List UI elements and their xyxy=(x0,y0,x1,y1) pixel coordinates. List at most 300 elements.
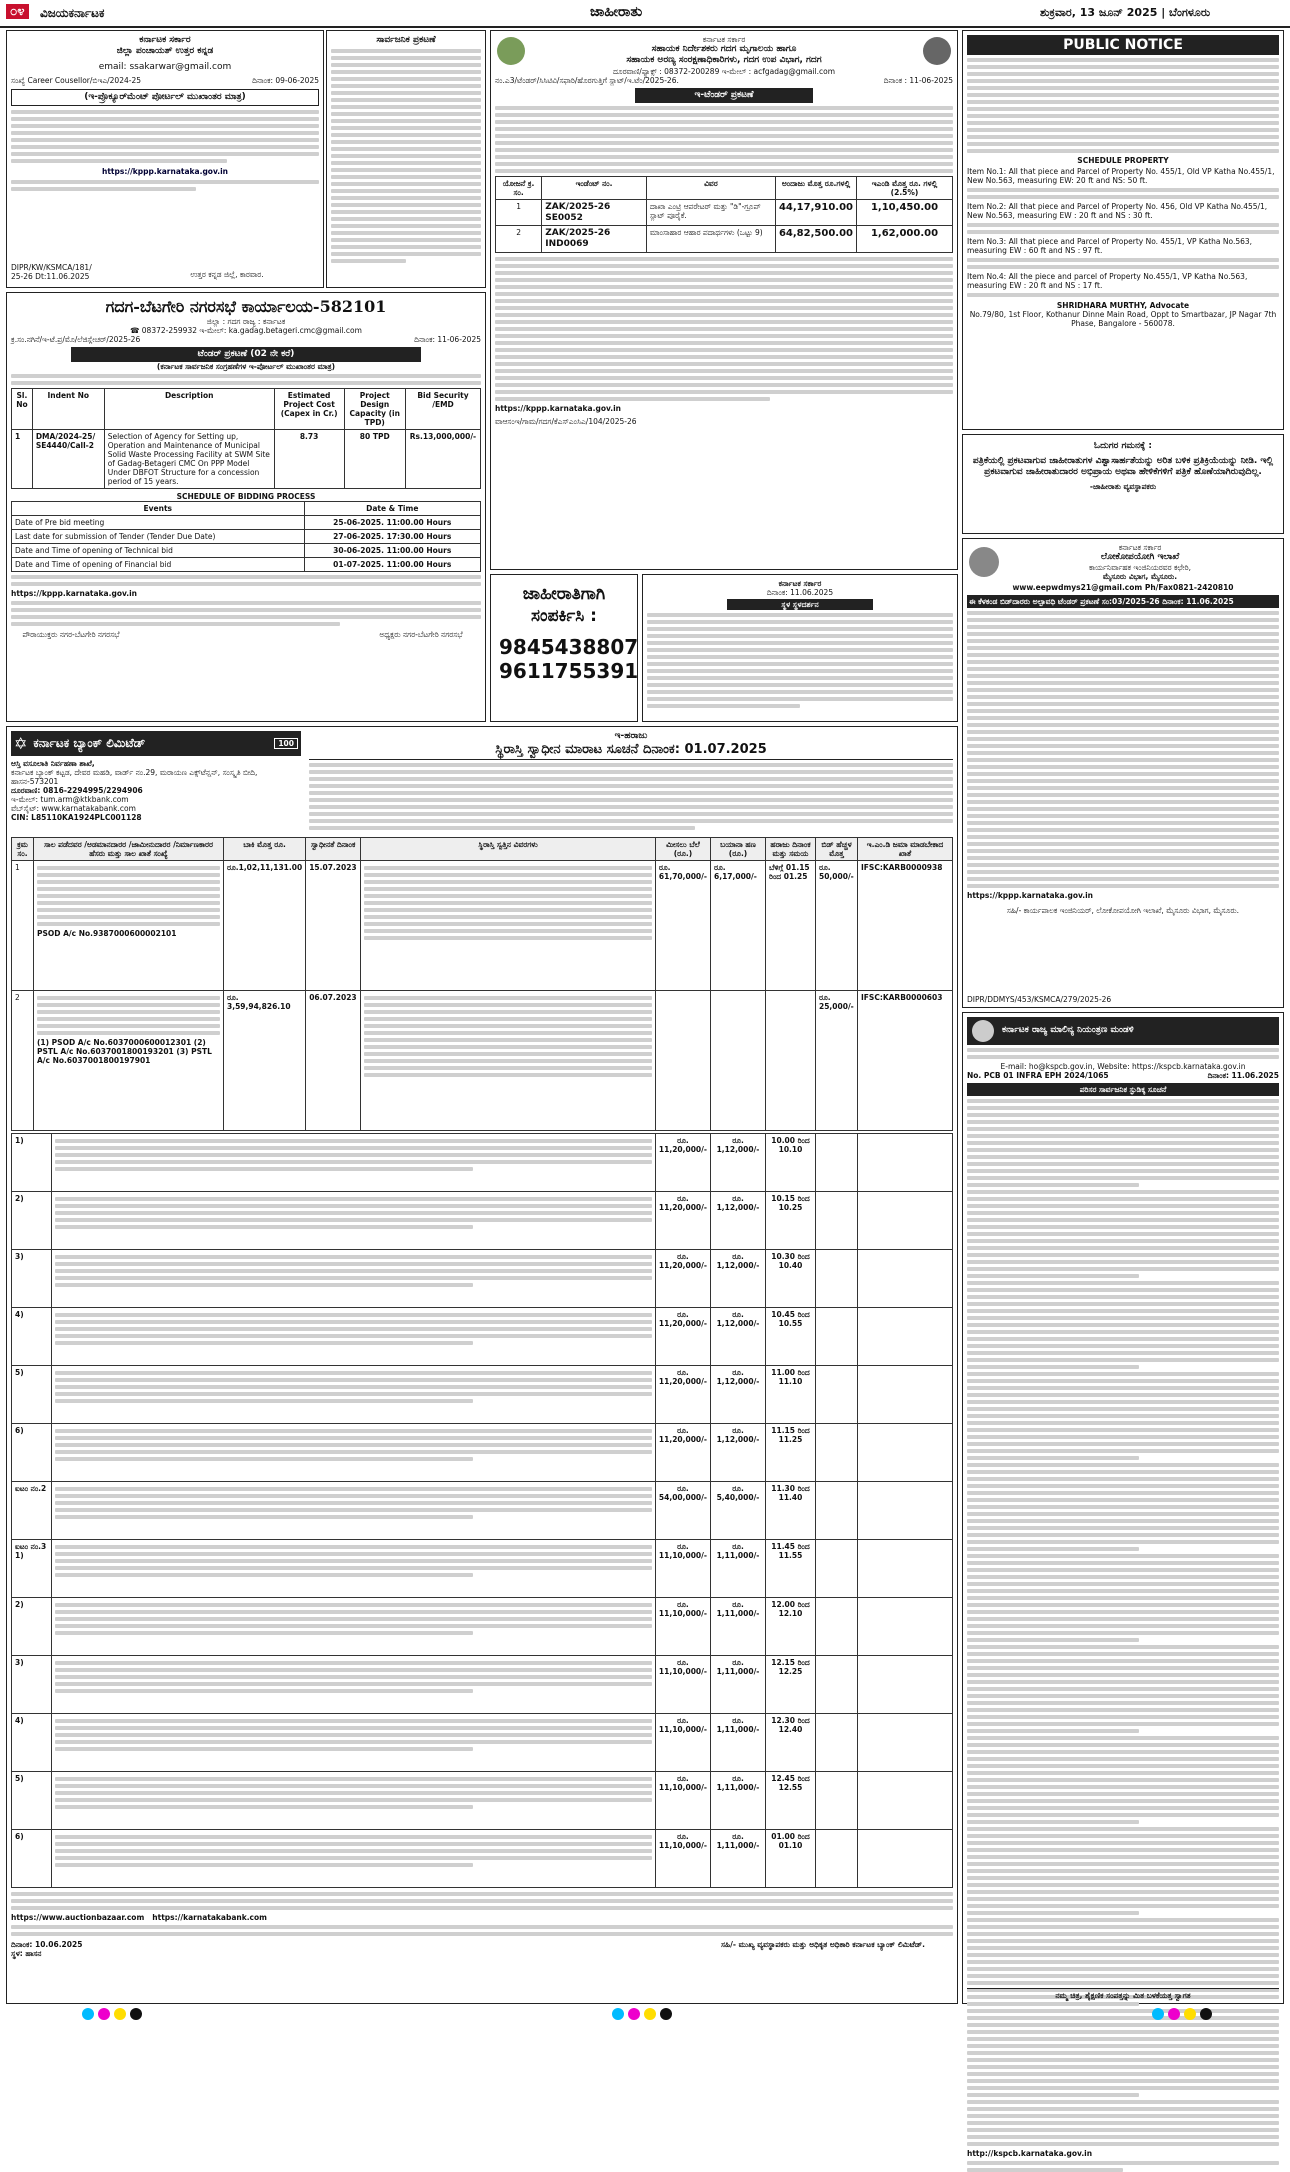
ad-org: ಕರ್ನಾಟಕ ರಾಜ್ಯ ಮಾಲಿನ್ಯ ನಿಯಂತ್ರಣ ಮಂಡಳಿ xyxy=(1002,1025,1134,1036)
ad-title: ಸಾರ್ವಜನಿಕ ಪ್ರಕಟಣೆ xyxy=(376,35,436,45)
ad-url[interactable]: https://kppp.karnataka.gov.in xyxy=(967,891,1094,901)
public-notice-english xyxy=(962,30,1284,430)
cell: 27-06-2025. 17:30.00 Hours xyxy=(304,530,481,544)
table-row xyxy=(12,1424,953,1482)
cell: ರೂ. 61,70,000/- xyxy=(655,861,710,991)
cell xyxy=(655,991,710,1131)
table-row xyxy=(496,226,953,253)
cell: 1 xyxy=(12,861,34,991)
table-row xyxy=(496,199,953,226)
cell: Date and Time of opening of Technical bid xyxy=(12,544,305,558)
cell: ರೂ. 5,40,000/- xyxy=(711,1482,766,1540)
ad-signer: SHRIDHARA MURTHY, Advocate xyxy=(1056,301,1190,310)
table-row xyxy=(12,1714,953,1772)
bank-website[interactable]: ವೆಬ್‌ಸೈಟ್: www.karnatakabank.com xyxy=(11,804,136,813)
cell xyxy=(816,1656,858,1714)
cell xyxy=(816,1772,858,1830)
loan-account: PSOD A/c No.9387000600002101 xyxy=(37,929,177,939)
cell: ರೂ. 1,12,000/- xyxy=(711,1366,766,1424)
cell xyxy=(858,1424,953,1482)
schedule-item: Item No.4: All the piece and parcel of Property No.455/1, VP Katha No.563, measuring EW : 20 ft and NS : 17 ft. xyxy=(967,272,1248,290)
cell: ರೂ. 11,20,000/- xyxy=(655,1366,710,1424)
cell: ರೂ. 1,11,000/- xyxy=(711,1714,766,1772)
ad-address xyxy=(967,1048,1279,1059)
table-row xyxy=(12,1540,953,1598)
cell: 44,17,910.00 xyxy=(775,199,856,226)
cell xyxy=(816,1250,858,1308)
cell: 15.07.2023 xyxy=(306,861,361,991)
cell xyxy=(52,1424,656,1482)
ad-body-2 xyxy=(495,257,953,401)
schedule-item-body xyxy=(967,258,1279,269)
bank-website-link[interactable]: https://karnatakabank.com xyxy=(152,1913,267,1923)
ad-ref: ಸಂಖ್ಯೆ Career Cousellor/ಬಿಇಎ/2024-25 xyxy=(11,75,141,85)
ad-intro xyxy=(11,374,481,385)
cell xyxy=(52,1308,656,1366)
cell xyxy=(858,1192,953,1250)
col-header: ಬಯಾನಾ ಹಣ (ರೂ.) xyxy=(711,838,766,861)
table-row xyxy=(12,1598,953,1656)
bank-phone: ದೂರವಾಣಿ: 0816-2294995/2294906 xyxy=(11,786,143,795)
cell xyxy=(34,991,224,1131)
cell xyxy=(52,1772,656,1830)
ad-subtitle: ಕಾರ್ಯನಿರ್ವಾಹಕ ಇಂಜಿನಿಯರವರ ಕಛೇರಿ, xyxy=(1088,563,1192,573)
cell: 12.45 ರಿಂದ 12.55 xyxy=(766,1772,816,1830)
paper-name: ವಿಜಯಕರ್ನಾಟಕ xyxy=(40,6,105,20)
ad-subtitle: ಸಹಾಯಕ ಅರಣ್ಯ ಸಂರಕ್ಷಣಾಧಿಕಾರಿಗಳು, ಗದಗ ಉಪ ವಿಭಾಗ, ಗದಗ xyxy=(626,55,822,66)
table-row xyxy=(12,1482,953,1540)
auction-table xyxy=(11,837,953,1131)
ad-title: PUBLIC NOTICE xyxy=(967,35,1279,55)
cell: ರೂ. 11,10,000/- xyxy=(655,1772,710,1830)
cell: ರೂ. 11,10,000/- xyxy=(655,1598,710,1656)
ad-notice: ಟೆಂಡರ್ ಪ್ರಕಟಣೆ (02 ನೇ ಕರೆ) xyxy=(71,347,421,362)
cell xyxy=(858,1830,953,1888)
ad-district: ಜಿಲ್ಲಾ : ಗದಗ ರಾಜ್ಯ : ಕರ್ನಾಟಕ xyxy=(206,317,286,326)
cell: ಐಟಂ ನಂ.3 1) xyxy=(12,1540,52,1598)
cell: 1) xyxy=(12,1134,52,1192)
ad-title: ಓದುಗರ ಗಮನಕ್ಕೆ : xyxy=(1094,441,1152,451)
ad-footer: DIPR/KW/KSMCA/181/ 25-26 Dt:11.06.2025 xyxy=(11,263,92,281)
ad-ref: No. PCB 01 INFRA EPH 2024/1065 xyxy=(967,1071,1109,1080)
col-header: Date & Time xyxy=(304,502,481,516)
ad-dept: ಜಿಲ್ಲಾ ಪಂಚಾಯತ್ ಉತ್ತರ ಕನ್ನಡ xyxy=(116,46,214,57)
cell: Rs.13,000,000/- xyxy=(405,430,480,489)
cell: ರೂ. 25,000/- xyxy=(816,991,858,1131)
ad-city: ಮೈಸೂರು ವಿಭಾಗ, ಮೈಸೂರು. xyxy=(1102,572,1178,582)
bank-address: ಕರ್ನಾಟಕ ಬ್ಯಾಂಕ್ ಕಟ್ಟಡ, ದೇವರ ಮಹಡಿ, ವಾರ್ಡ್ ನಂ.29, ಮರಾಯಣ ಎಕ್ಸ್‌ಟೆನ್ಷನ್, ಸಂಸ್ಕೃತಿ ಬೀದಿ, ಹಾಸನ-573201 xyxy=(11,768,258,786)
cell: 3) xyxy=(12,1656,52,1714)
cell: ರೂ. 1,12,000/- xyxy=(711,1134,766,1192)
bank-email[interactable]: ಇ-ಮೇಲ್: tum.arm@ktkbank.com xyxy=(11,795,129,804)
ad-body: ಪತ್ರಿಕೆಯಲ್ಲಿ ಪ್ರಕಟವಾಗುವ ಜಾಹೀರಾತುಗಳ ವಿಶ್ವಾಸಾರ್ಹತೆಯನ್ನು ಅರಿತ ಬಳಿಕ ಪ್ರತಿಕ್ರಿಯೆಯನ್ನು ನೀಡಿ. ಇಲ್ಲಿ ಪ್ರಕಟವಾಗುವ ಜಾಹೀರಾತುದಾರರ ಅಭಿಪ್ರಾಯ ಅಥವಾ ಹೇಳಿಕೆಗಳಿಗೆ ಪತ್ರಿಕೆ ಹೊಣೆಯಾಗಿರುವುದಿಲ್ಲ. xyxy=(972,456,1274,478)
ad-footer: ನಮ್ಮ ಚಿತ್ರ, ಶೈಕ್ಷಣಿಕ ಸಂಪತ್ತನ್ನು ಮಿತ ಬಳಕೆಯತ್ತ ಸ್ವಾಗತ xyxy=(967,1988,1279,2000)
cell: 10.45 ರಿಂದ 10.55 xyxy=(766,1308,816,1366)
table-row xyxy=(12,861,953,991)
date-city: ಶುಕ್ರವಾರ, 13 ಜೂನ್ 2025 | ಬೆಂಗಳೂರು xyxy=(1040,6,1211,19)
col-header: ಹರಾಜು ದಿನಾಂಕ ಮತ್ತು ಸಮಯ xyxy=(766,838,816,861)
ad-title: ಲೋಕೋಪಯೋಗಿ ಇಲಾಖೆ xyxy=(1100,552,1180,562)
tender-table xyxy=(495,176,953,253)
ad-address: No.79/80, 1st Floor, Kothanur Dinne Main Road, Oppt to Smartbazar, JP Nagar 7th Phase, Bangalore - 560078. xyxy=(969,310,1277,328)
cell: 01-07-2025. 11:00.00 Hours xyxy=(304,558,481,572)
cell: 6) xyxy=(12,1830,52,1888)
cell: ZAK/2025-26 SE0052 xyxy=(542,199,647,226)
bank-logo-icon: ✡ xyxy=(14,734,28,753)
cell: 1,10,450.00 xyxy=(857,199,953,226)
ad-phone: ದೂರವಾಣಿ/ಫ್ಯಾಕ್ಸ್ : 08372-200289 ಇ-ಮೇಲ್ : acfgadag@gmail.com xyxy=(612,66,836,76)
cell xyxy=(858,1482,953,1540)
color-registration-marks xyxy=(1150,2005,1214,2024)
table-row xyxy=(12,1250,953,1308)
cell xyxy=(711,991,766,1131)
schedule-table xyxy=(11,501,481,572)
ad-contact-phone-2[interactable]: 9611755391 xyxy=(499,659,639,684)
cell xyxy=(816,1424,858,1482)
cell xyxy=(52,1598,656,1656)
cell xyxy=(361,861,656,991)
cell: 1,62,000.00 xyxy=(857,226,953,253)
cell: Selection of Agency for Setting up, Operation and Maintenance of Municipal Solid Waste Processing Facility at SWM Site of Gadag-Betageri CMC On PPP Model Under DBFOT Structure for a concession period of 15 years. xyxy=(104,430,274,489)
ad-body-2 xyxy=(967,2161,1279,2172)
cell: 8.73 xyxy=(274,430,344,489)
auction-items-table xyxy=(11,1133,953,1888)
cell xyxy=(816,1134,858,1192)
table-row xyxy=(12,991,953,1131)
cell: 1 xyxy=(496,199,542,226)
schedule-item: Item No.2: All that piece and Parcel of Property No. 456, Old VP Katha No.455/1, New No.563, measuring EW : 20 ft and NS : 30 ft. xyxy=(967,202,1268,220)
ad-contact-phone-1[interactable]: 9845438807 xyxy=(499,635,639,660)
col-header: Project Design Capacity (in TPD) xyxy=(344,389,405,430)
ad-body xyxy=(331,49,481,263)
cell: IFSC:KARB0000603 xyxy=(858,991,953,1131)
col-header: Bid Security /EMD xyxy=(405,389,480,430)
cell: 10.00 ರಿಂದ 10.10 xyxy=(766,1134,816,1192)
cell: ರೂ. 11,20,000/- xyxy=(655,1250,710,1308)
ad-date: ದಿನಾಂಕ : 11-06-2025 xyxy=(883,75,953,85)
col-header: ಇ.ಎಂ.ಡಿ ಜಮಾ ಮಾಡಬೇಕಾದ ಖಾತೆ xyxy=(858,838,953,861)
cell: 80 TPD xyxy=(344,430,405,489)
page-number: ೦೪ xyxy=(6,4,29,19)
ad-subnotice: (ಕರ್ನಾಟಕ ಸಾರ್ವಜನಿಕ ಸಂಗ್ರಹಣೆಗಳ ಇ-ಪೋರ್ಟಲ್ ಮುಖಾಂತರ ಮಾತ್ರ) xyxy=(156,362,336,372)
cell xyxy=(52,1250,656,1308)
cell: ಮಾಂಸಾಹಾರ ಆಹಾರ ಪದಾರ್ಥಗಳು (ಒಟ್ಟು 9) xyxy=(646,226,775,253)
cell: ರೂ. 11,10,000/- xyxy=(655,1656,710,1714)
cell: ರೂ. 54,00,000/- xyxy=(655,1482,710,1540)
schedule-item: Item No.3: All that piece and Parcel of Property No. 455/1, VP Katha No.563, measuring EW : 60 ft and NS : 97 ft. xyxy=(967,237,1253,255)
col-header: Description xyxy=(104,389,274,430)
col-header: ಮೀಸಲು ಬೆಲೆ (ರೂ.) xyxy=(655,838,710,861)
schedule-item-body xyxy=(967,293,1279,297)
color-registration-marks xyxy=(610,2005,674,2024)
ad-org: ಕರ್ನಾಟಕ ಸರ್ಕಾರ xyxy=(702,35,746,44)
cell: ರೂ. 11,20,000/- xyxy=(655,1192,710,1250)
ad-title: (ಇ-ಪ್ರೊಕ್ಯೂರ್‌ಮೆಂಟ್ ಪೋರ್ಟಲ್ ಮುಖಾಂತರ ಮಾತ್ರ) xyxy=(11,89,319,106)
cell: 2) xyxy=(12,1598,52,1656)
cell: 12.15 ರಿಂದ 12.25 xyxy=(766,1656,816,1714)
ad-url[interactable]: https://kppp.karnataka.gov.in xyxy=(495,403,622,413)
col-header: Indent No xyxy=(32,389,104,430)
cell: 2) xyxy=(12,1192,52,1250)
auction-website[interactable]: https://www.auctionbazaar.com xyxy=(11,1913,145,1923)
cell xyxy=(52,1192,656,1250)
cell: 25-06-2025. 11:00.00 Hours xyxy=(304,516,481,530)
bank-cin: CIN: L85110KA1924PLC001128 xyxy=(11,813,142,822)
ad-contact-label: ಜಾಹೀರಾತಿಗಾಗಿ ಸಂಪರ್ಕಿಸಿ : xyxy=(522,584,606,627)
ad-body-2 xyxy=(11,601,481,626)
public-notice-small xyxy=(326,30,486,288)
ad-contact[interactable]: www.eepwdmys21@gmail.com Ph/Fax0821-2420810 xyxy=(1012,583,1234,593)
terms-2 xyxy=(11,1925,953,1936)
ad-date: ದಿನಾಂಕ: 09-06-2025 xyxy=(252,75,319,85)
ad-signer: ಉತ್ತರ ಕನ್ನಡ ಜಿಲ್ಲೆ, ಕಾರವಾರ. xyxy=(190,270,264,279)
cell xyxy=(816,1192,858,1250)
col-header: ಕ್ರಮ ಸಂ. xyxy=(12,838,34,861)
ad-notice: ಇ-ಟೆಂಡರ್ ಪ್ರಕಟಣೆ xyxy=(635,88,813,103)
ad-sign: -ಜಾಹೀರಾತು ವ್ಯವಸ್ಥಾಪಕರು xyxy=(1089,481,1157,491)
ad-org: ಕರ್ನಾಟಕ ಸರ್ಕಾರ xyxy=(1118,543,1162,552)
ad-date: ದಿನಾಂಕ: 11-06-2025 xyxy=(414,335,481,344)
cell xyxy=(52,1366,656,1424)
cell: 01.00 ರಿಂದ 01.10 xyxy=(766,1830,816,1888)
col-header: ಅಂದಾಜು ಮೊತ್ತ ರೂ.ಗಳಲ್ಲಿ xyxy=(775,176,856,199)
bank-name: ಕರ್ನಾಟಕ ಬ್ಯಾಂಕ್ ಲಿಮಿಟೆಡ್ xyxy=(33,736,146,750)
readers-attention xyxy=(962,434,1284,534)
auction-title: ಇ-ಹರಾಜು xyxy=(614,731,648,741)
ad-notice: ಪರಿಸರ ಸಾರ್ವಜನಿಕ ಸ್ಫುಡಿಕ್ಕ ಸೂಚನೆ xyxy=(967,1083,1279,1096)
cell xyxy=(52,1482,656,1540)
ad-body xyxy=(495,106,953,173)
cell: 1 xyxy=(12,430,33,489)
ad-url[interactable]: http://kspcb.karnataka.gov.in xyxy=(967,2149,1093,2158)
cell xyxy=(816,1308,858,1366)
auction-date: ದಿನಾಂಕ: 10.06.2025 xyxy=(11,1940,83,1950)
cell: ರೂ. 11,20,000/- xyxy=(655,1308,710,1366)
ad-url[interactable]: https://kppp.karnataka.gov.in xyxy=(11,589,138,599)
section-title: ಜಾಹೀರಾತು xyxy=(590,4,643,20)
auction-subtitle: ಸ್ಥಿರಾಸ್ತಿ ಸ್ವಾಧೀನ ಮಾರಾಟ ಸೂಚನೆ ದಿನಾಂಕ: 01.07.2025 xyxy=(309,742,953,760)
cell: ರೂ. 11,10,000/- xyxy=(655,1540,710,1598)
cell: ರೂ. 1,11,000/- xyxy=(711,1540,766,1598)
bank-badge: 100 xyxy=(274,738,298,749)
ad-footer: ವಾಆಸಂಇ/ಗಾಮ/ಗದಗ/ಕೆಎಸ್‌ಎಂಸಿಎ/104/2025-26 xyxy=(495,416,637,426)
schedule-item-body xyxy=(967,223,1279,234)
schedule-item-body xyxy=(967,188,1279,199)
tender-table xyxy=(11,388,481,489)
col-header: ವಿವರ xyxy=(646,176,775,199)
col-header: ಬಿಡ್ ಹೆಚ್ಚಳ ಮೊತ್ತ xyxy=(816,838,858,861)
table-row xyxy=(12,1772,953,1830)
cell xyxy=(766,991,816,1131)
cell xyxy=(858,1714,953,1772)
terms xyxy=(11,1892,953,1910)
cell: ರೂ. 1,12,000/- xyxy=(711,1424,766,1482)
table-row xyxy=(12,1192,953,1250)
gadag-200-logo-icon xyxy=(923,37,951,65)
cell xyxy=(858,1250,953,1308)
schedule-title: SCHEDULE PROPERTY xyxy=(1077,156,1169,165)
cell: ZAK/2025-26 IND0069 xyxy=(542,226,647,253)
sign-left: ಪೌರಾಯುಕ್ತರು ನಗರ-ಬೆಟಗೇರಿ ನಗರಸಭೆ xyxy=(22,630,120,640)
cell: 4) xyxy=(12,1714,52,1772)
cell xyxy=(816,1366,858,1424)
col-header: Sl. No xyxy=(12,389,33,430)
cell xyxy=(858,1656,953,1714)
cell: 2 xyxy=(12,991,34,1131)
cell: ಬೆಳಿಗ್ಗೆ 01.15 ರಿಂದ 01.25 xyxy=(766,861,816,991)
col-header: ಇಎಂಡಿ ಮೊತ್ತ ರೂ. ಗಳಲ್ಲಿ (2.5%) xyxy=(857,176,953,199)
table-row xyxy=(12,558,481,572)
cell: Date and Time of opening of Financial bid xyxy=(12,558,305,572)
schedule-title: SCHEDULE OF BIDDING PROCESS xyxy=(176,492,316,502)
cell: ಐಟಂ ನಂ.2 xyxy=(12,1482,52,1540)
cell: 10.15 ರಿಂದ 10.25 xyxy=(766,1192,816,1250)
cell: ರೂ. 1,12,000/- xyxy=(711,1308,766,1366)
kspcb-logo-icon xyxy=(972,1020,994,1042)
table-row xyxy=(12,1134,953,1192)
table-row xyxy=(12,430,481,489)
ad-url[interactable]: https://kppp.karnataka.gov.in xyxy=(101,167,228,176)
ad-footer: DIPR/DDMYS/453/KSMCA/279/2025-26 xyxy=(967,995,1112,1004)
cell: Date of Pre bid meeting xyxy=(12,516,305,530)
cell: 5) xyxy=(12,1366,52,1424)
ad-sign: ಸಹಿ/- ಕಾರ್ಯಪಾಲಕ ಇಂಜಿನಿಯರ್, ಲೋಕೋಪಯೋಗಿ ಇಲಾಖೆ, ಮೈಸೂರು ವಿಭಾಗ, ಮೈಸೂರು. xyxy=(1006,906,1240,916)
cell: 06.07.2023 xyxy=(306,991,361,1131)
cell: 30-06-2025. 11:00.00 Hours xyxy=(304,544,481,558)
cell: IFSC:KARB0000938 xyxy=(858,861,953,991)
cell: ರೂ. 50,000/- xyxy=(816,861,858,991)
cell: 11.45 ರಿಂದ 11.55 xyxy=(766,1540,816,1598)
col-header: Events xyxy=(12,502,305,516)
cell xyxy=(858,1540,953,1598)
cell: 12.30 ರಿಂದ 12.40 xyxy=(766,1714,816,1772)
table-row xyxy=(12,1366,953,1424)
gadag-cmc-tender xyxy=(6,292,486,722)
gadag-zoo-tender xyxy=(490,30,958,570)
cell xyxy=(52,1714,656,1772)
cell: ರೂ. 1,11,000/- xyxy=(711,1830,766,1888)
ad-body xyxy=(11,575,481,586)
col-header: ಸ್ಥಿರಾಸ್ತಿ ಸ್ವತ್ತಿನ ವಿವರಗಳು xyxy=(361,838,656,861)
karnataka-emblem-icon xyxy=(969,547,999,577)
cell: 11.30 ರಿಂದ 11.40 xyxy=(766,1482,816,1540)
cell: 10.30 ರಿಂದ 10.40 xyxy=(766,1250,816,1308)
loan-account: (1) PSOD A/c No.6037000600012301 (2) PSTL A/c No.6037001800193201 (3) PSTL A/c No.6037001800197901 xyxy=(37,1038,212,1066)
table-row xyxy=(12,516,481,530)
cell xyxy=(858,1598,953,1656)
cell: 6) xyxy=(12,1424,52,1482)
ad-subtitle: ಸ್ಥಳ ಸ್ಥಳದರ್ಶನ xyxy=(727,599,873,610)
ad-title: ಸಹಾಯಕ ನಿರ್ದೇಶಕರು ಗದಗ ಮೃಗಾಲಯ ಹಾಗೂ xyxy=(651,44,797,54)
cell xyxy=(858,1366,953,1424)
cell xyxy=(816,1598,858,1656)
cell: ರೂ. 1,12,000/- xyxy=(711,1192,766,1250)
cell xyxy=(34,861,224,991)
ad-title: ಕರ್ನಾಟಕ ಸರ್ಕಾರ xyxy=(778,579,822,588)
ad-body-2 xyxy=(11,180,319,191)
cell: ರೂ. 1,11,000/- xyxy=(711,1656,766,1714)
cell: 3) xyxy=(12,1250,52,1308)
ad-phone: ☎ 08372-259932 ಇ-ಮೇಲ್: ka.gadag.betageri.cmc@gmail.com xyxy=(130,326,362,335)
cell xyxy=(52,1134,656,1192)
pwd-mysuru-notice xyxy=(962,538,1284,1008)
ad-body xyxy=(967,611,1279,888)
schedule-item: Item No.1: All that piece and Parcel of Property No. 455/1, Old VP Katha No.455/1, New No.563, measuring EW: 20 ft and NS: 50 ft. xyxy=(967,167,1275,185)
col-header: ಸಾಲ ಪಡೆದವರ /ಅಡಮಾನದಾರರ /ಜಾಮೀನುದಾರರ /ನಿರ್ಮಾಣಕಾರರ ಹೆಸರು ಮತ್ತು ಸಾಲ ಖಾತೆ ಸಂಖ್ಯೆ xyxy=(34,838,224,861)
cell: ರೂ. 6,17,000/- xyxy=(711,861,766,991)
cell: ರೂ. 11,10,000/- xyxy=(655,1714,710,1772)
cell xyxy=(52,1830,656,1888)
auction-intro xyxy=(309,763,953,830)
cell: ರೂ. 1,11,000/- xyxy=(711,1598,766,1656)
cell: 12.00 ರಿಂದ 12.10 xyxy=(766,1598,816,1656)
cell: DMA/2024-25/ SE4440/Call-2 xyxy=(32,430,104,489)
table-row xyxy=(12,1656,953,1714)
ad-body xyxy=(647,613,953,708)
cell: 4) xyxy=(12,1308,52,1366)
table-row xyxy=(12,1830,953,1888)
ad-org: ಗದಗ-ಬೆಟಗೇರಿ ನಗರಸಭೆ ಕಾರ್ಯಾಲಯ-582101 xyxy=(105,297,387,316)
cell xyxy=(816,1830,858,1888)
ad-org: ಕರ್ನಾಟಕ ಸರ್ಕಾರ xyxy=(139,35,191,45)
ad-ref: ಕ್ರ.ಸಂ.ನಗಿನೆ/ಇ-ಟೆ.ಪ್ರ/ಮೊ/ಲೆಜಿಸ್ಲೇಚರ್/2025-26 xyxy=(11,335,141,344)
table-row xyxy=(12,530,481,544)
ad-date: ದಿನಾಂಕ: 11.06.2025 xyxy=(1207,1071,1279,1080)
cell: Last date for submission of Tender (Tender Due Date) xyxy=(12,530,305,544)
cell: 64,82,500.00 xyxy=(775,226,856,253)
cell xyxy=(52,1540,656,1598)
ad-contact-box xyxy=(490,574,638,722)
ad-notice-no: ಈ ಕೆಳಕಂಡ ಬಿಡ್‌ದಾರರು ಅಲ್ಪಾವಧಿ ಟೆಂಡರ್ ಪ್ರಕಟಣೆ ಸಂ:03/2025-26 ದಿನಾಂಕ: 11.06.2025 xyxy=(967,595,1279,608)
col-header: ಸ್ವಾಧೀನತೆ ದಿನಾಂಕ xyxy=(306,838,361,861)
cell: ರೂ. 3,59,94,826.10 xyxy=(224,991,306,1131)
cell: ರೂ. 1,11,000/- xyxy=(711,1772,766,1830)
site-inspection-notice xyxy=(642,574,958,722)
cell xyxy=(858,1134,953,1192)
cell: ದಾಖಾ ಎಂಟ್ರಿ ಆಪರೇಟರ್ ಮತ್ತು "ಡಿ"-ಗ್ರೂಪ್ ಸ್ಲಾಟ್ ಪೂರೈಕೆ. xyxy=(646,199,775,226)
ad-body xyxy=(11,110,319,163)
col-header: ಬಾಕಿ ಮೊತ್ತ ರೂ. xyxy=(224,838,306,861)
cell xyxy=(858,1308,953,1366)
table-row xyxy=(12,544,481,558)
cell: ರೂ.1,02,11,131.00 xyxy=(224,861,306,991)
ad-email: email: ssakarwar@gmail.com xyxy=(98,61,232,72)
kspcb-public-hearing xyxy=(962,1012,1284,2158)
cell: 5) xyxy=(12,1772,52,1830)
cell: ರೂ. 11,20,000/- xyxy=(655,1134,710,1192)
zoo-logo-icon xyxy=(497,37,525,65)
ad-ref: ನಂ.ಎ3/ಟೆಂಡರ್/ಸಿಸಿಟಿವಿ/ಸಫಾರಿ/ಹೊರಗುತ್ತಿಗೆ ಸ್ಲಾಟ್/ಇ.ಟೆಂ/2025-26. xyxy=(495,75,679,85)
cell xyxy=(858,1772,953,1830)
cell: 11.00 ರಿಂದ 11.10 xyxy=(766,1366,816,1424)
cell: 11.15 ರಿಂದ 11.25 xyxy=(766,1424,816,1482)
cell xyxy=(816,1540,858,1598)
ad-date: ದಿನಾಂಕ: 11.06.2025 xyxy=(766,588,834,597)
ad-email[interactable]: E-mail: ho@kspcb.gov.in, Website: https://kspcb.karnataka.gov.in xyxy=(1000,1062,1246,1071)
masthead xyxy=(0,0,1290,28)
cell: ರೂ. 1,12,000/- xyxy=(711,1250,766,1308)
col-header: Estimated Project Cost (Capex in Cr.) xyxy=(274,389,344,430)
color-registration-marks xyxy=(80,2005,144,2024)
auction-place: ಸ್ಥಳ: ಹಾಸನ xyxy=(11,1949,42,1959)
col-header: ಯೋಜನೆ ಕ್ರ. ಸಂ. xyxy=(496,176,542,199)
table-row xyxy=(12,1308,953,1366)
karnataka-bank-auction xyxy=(6,726,958,2004)
zp-uttara-kannada-notice xyxy=(6,30,324,288)
cell: ರೂ. 11,10,000/- xyxy=(655,1830,710,1888)
cell xyxy=(52,1656,656,1714)
ad-body xyxy=(967,58,1279,153)
